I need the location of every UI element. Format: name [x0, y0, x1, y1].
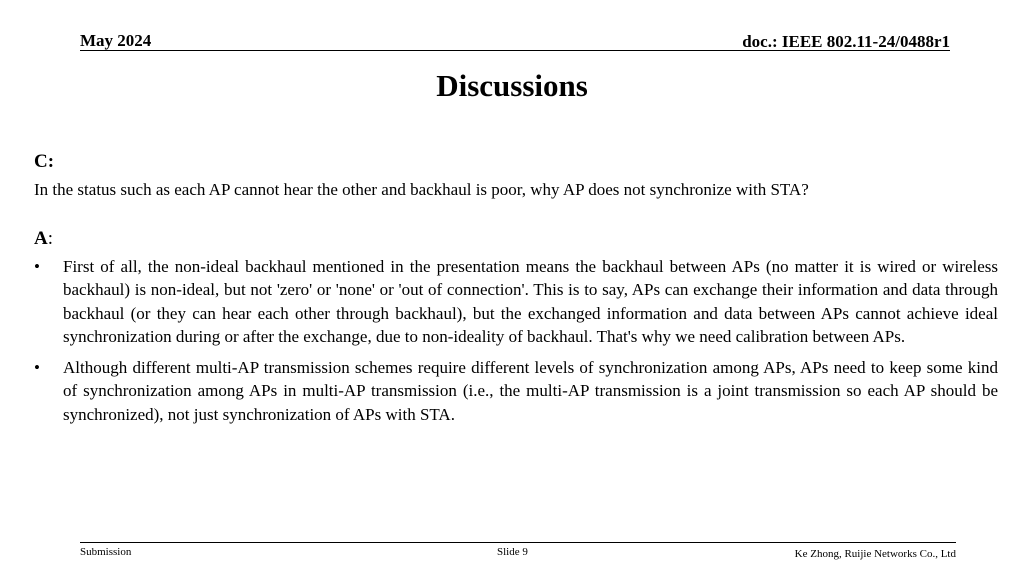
- question-text: In the status such as each AP cannot hear the other and backhaul is poor, why AP does not synchronize with STA?: [34, 179, 809, 199]
- bullet-icon: •: [34, 256, 40, 276]
- answer-label: A: [34, 228, 48, 249]
- bullet-icon: •: [34, 357, 40, 377]
- answer-bullet-text: Although different multi-AP transmission schemes require different levels of synchronization among APs, APs need to keep some kind of synchronization among APs in multi-AP transmission (i.e., the multi-AP transmission is a joint transmission so each AP should be synchronized), not just synchronization of APs with STA.: [63, 357, 998, 424]
- answer-bullet-list: [34, 255, 998, 427]
- slide-body: [34, 150, 998, 433]
- question-label: C:: [34, 151, 55, 172]
- header-divider: [80, 50, 950, 51]
- answer-bullet-text: First of all, the non-ideal backhaul mentioned in the presentation means the backhaul between APs (no matter it is wired or wireless backhaul) is non-ideal, but not 'zero' or 'none' or 'out of connection'. This is to say, APs can exchange their information and data through backhaul (or they can hear each other through backhaul), but the exchanged information and data between APs cannot achieve ideal synchronization during or after the exchange, due to non-ideality of backhaul. That's why we need calibration between APs.: [63, 256, 998, 346]
- footer-author: Ke Zhong, Ruijie Networks Co., Ltd: [794, 548, 956, 560]
- slide-title: Discussions: [436, 68, 588, 103]
- footer-submission: Submission: [80, 546, 132, 558]
- header-date: May 2024: [80, 31, 152, 50]
- answer-bullet-item: [34, 255, 998, 349]
- footer-divider: [80, 542, 956, 543]
- header-doc-id: doc.: IEEE 802.11-24/0488r1: [742, 32, 950, 51]
- footer-slide-number: Slide 9: [497, 546, 528, 558]
- answer-colon: :: [47, 228, 54, 249]
- answer-label-row: [34, 227, 998, 251]
- answer-bullet-item: [34, 356, 998, 427]
